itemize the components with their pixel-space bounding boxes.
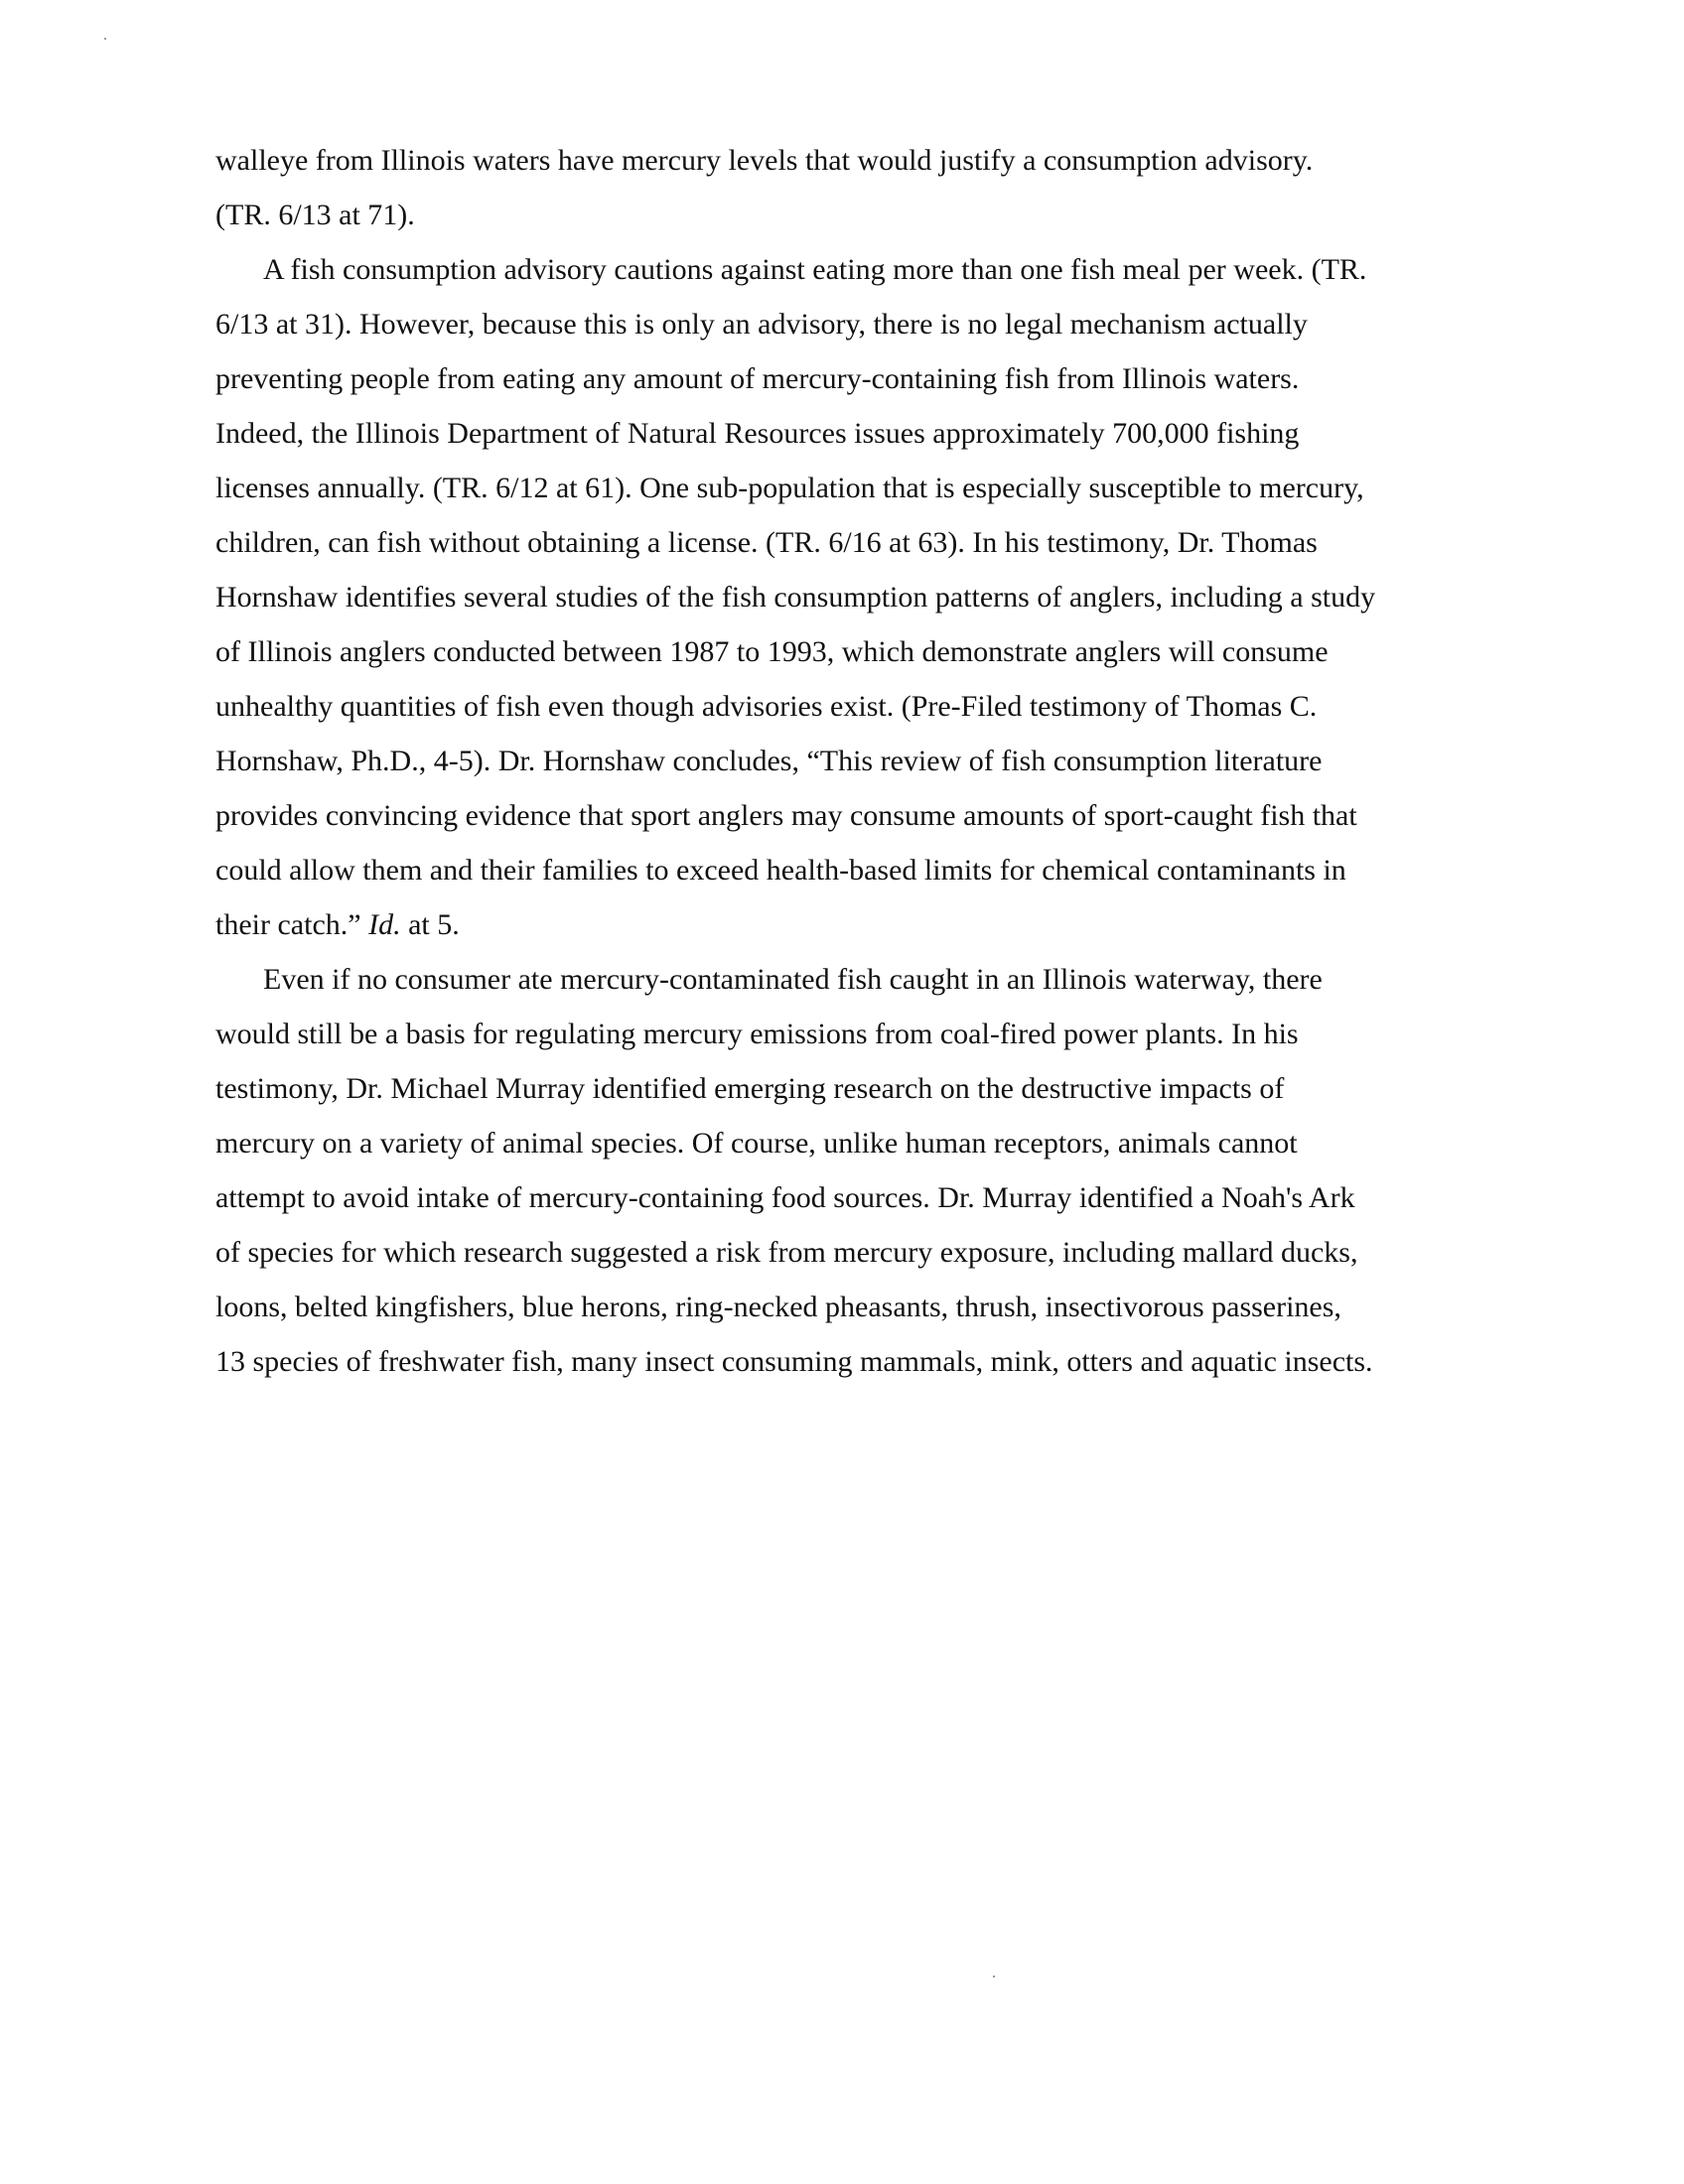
text-line: mercury on a variety of animal species. Of course, unlike human receptors, animals cannot (215, 1127, 1298, 1160)
text-line: 13 species of freshwater fish, many insect consuming mammals, mink, otters and aquatic insects. (215, 1345, 1373, 1378)
scan-speck (104, 38, 106, 40)
text-line: Indeed, the Illinois Department of Natural Resources issues approximately 700,000 fishing (215, 417, 1300, 450)
text-line: could allow them and their families to exceed health-based limits for chemical contaminants in (215, 854, 1346, 887)
text-line: licenses annually. (TR. 6/12 at 61). One sub-population that is especially susceptible to mercury, (215, 472, 1364, 504)
text-line: walleye from Illinois waters have mercury levels that would justify a consumption advisory. (215, 144, 1314, 177)
text-line: provides convincing evidence that sport anglers may consume amounts of sport-caught fish that (215, 799, 1357, 832)
text-line: (TR. 6/13 at 71). (215, 199, 415, 231)
text-line: 6/13 at 31). However, because this is only an advisory, there is no legal mechanism actually (215, 308, 1308, 341)
text-line: unhealthy quantities of fish even though advisories exist. (Pre-Filed testimony of Thomas C. (215, 690, 1318, 723)
text-run: at 5. (408, 908, 460, 941)
text-line: would still be a basis for regulating mercury emissions from coal-fired power plants. In his (215, 1018, 1299, 1050)
citation-id: Id. (368, 908, 401, 941)
text-line: children, can fish without obtaining a license. (TR. 6/16 at 63). In his testimony, Dr. Thomas (215, 526, 1318, 559)
text-line: loons, belted kingfishers, blue herons, ring-necked pheasants, thrush, insectivorous passerines, (215, 1291, 1341, 1323)
text-line: preventing people from eating any amount of mercury-containing fish from Illinois waters. (215, 362, 1300, 395)
text-line: of species for which research suggested a risk from mercury exposure, including mallard ducks, (215, 1236, 1358, 1269)
text-line (215, 905, 460, 945)
text-line: of Illinois anglers conducted between 1987 to 1993, which demonstrate anglers will consume (215, 635, 1329, 668)
text-line: testimony, Dr. Michael Murray identified emerging research on the destructive impacts of (215, 1072, 1285, 1105)
text-line: attempt to avoid intake of mercury-containing food sources. Dr. Murray identified a Noah's Ark (215, 1181, 1355, 1214)
paragraph-first-line: A fish consumption advisory cautions against eating more than one fish meal per week. (TR. (263, 253, 1367, 286)
text-line: Hornshaw identifies several studies of the fish consumption patterns of anglers, including a study (215, 581, 1376, 614)
scan-speck (993, 1976, 995, 1978)
text-line: Hornshaw, Ph.D., 4-5). Dr. Hornshaw concludes, “This review of fish consumption literature (215, 745, 1323, 777)
text-run: their catch.” (215, 908, 361, 941)
paragraph-first-line: Even if no consumer ate mercury-contaminated fish caught in an Illinois waterway, there (263, 963, 1323, 996)
